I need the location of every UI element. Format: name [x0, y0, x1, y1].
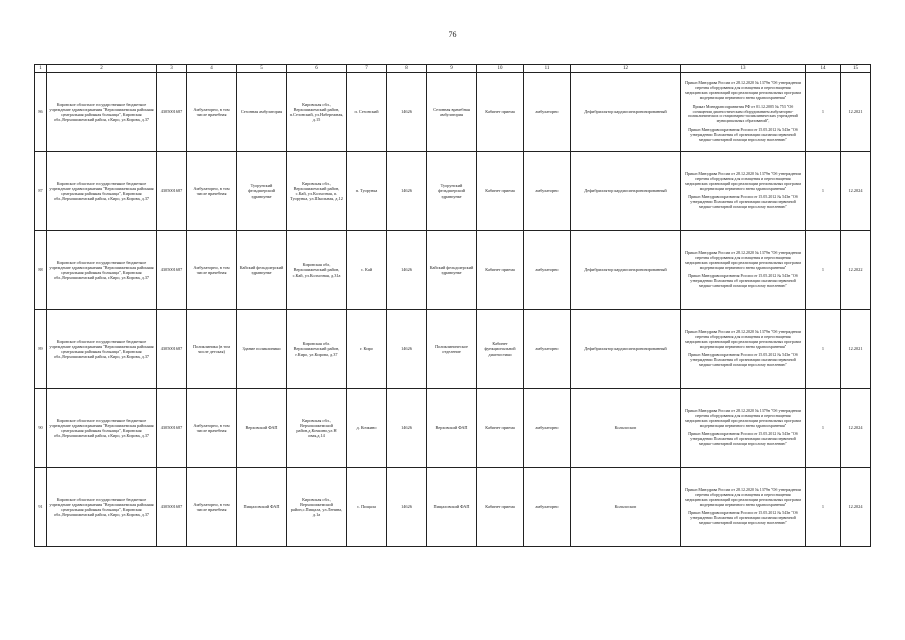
regulation-text: Приказ Минздрава России от 28.12.2020 № 1379н "Об утверждении перечня оборудования для оснащения и переоснащения медицинских организаций при реализации региональных программ модернизации первичного звена здравоохранения": [685, 249, 801, 270]
organization-cell: Кировское областное государственное бюджетное учреждение здравоохранения "Верхошижемская районная центральная районная больница", Кировская обл.,Верхошижемский район, г.Киро, ул.Кирова, д.37: [47, 468, 157, 547]
regulation-cell: [681, 231, 806, 310]
column-header: 7: [347, 65, 387, 73]
department-cell: Пищаловский ФАП: [427, 468, 477, 547]
inn-cell: 4305001687: [157, 231, 187, 310]
organization-cell: Кировское областное государственное бюджетное учреждение здравоохранения "Верхошижемская районная центральная районная больница", Кировская обл.,Верхошижемский район, г.Киро, ул.Кирова, д.37: [47, 310, 157, 389]
regulation-text: Приказ Минздрава России от 28.12.2020 № 1379н "Об утверждении перечня оборудования для оснащения и переоснащения медицинских организаций при реализации региональных программ модернизации первичного звена здравоохранения": [685, 486, 801, 507]
code-cell: 14626: [387, 310, 427, 389]
equipment-cell: Кольпоскоп: [571, 468, 681, 547]
column-header: 15: [841, 65, 871, 73]
organization-cell: Кировское областное государственное бюджетное учреждение здравоохранения "Верхошижемская районная центральная районная больница", Кировская обл.,Верхошижемский район, г.Киро, ул.Кирова, д.37: [47, 152, 157, 231]
row-number: 86: [35, 73, 47, 152]
department-cell: Поликлиническое отделение: [427, 310, 477, 389]
regulation-cell: [681, 152, 806, 231]
regulation-text: Приказ Минздравсоцразвития России от 15.05.2012 № 543н "Об утверждении Положения об организации оказания первичной медико-санитарной помощи взрослому населению": [688, 431, 798, 447]
quantity-cell: 1: [806, 468, 841, 547]
care-type-cell: Поликлиника (в том числе детская): [187, 310, 237, 389]
equipment-cell: Дефибриллятор кардиосинхронизированный: [571, 310, 681, 389]
equipment-cell: Кольпоскоп: [571, 389, 681, 468]
condition-cell: амбулаторно: [524, 468, 571, 547]
inn-cell: 4305001687: [157, 468, 187, 547]
condition-cell: амбулаторно: [524, 231, 571, 310]
address-cell: Кировская обл, Верхошижемский район, с.Кай, ул.Колхозная, д.31а: [287, 231, 347, 310]
address-cell: Кировская обл. Верхошижемский район, г.Киро, ул.Кирова, д.37: [287, 310, 347, 389]
equipment-cell: Дефибриллятор кардиосинхронизированный: [571, 152, 681, 231]
room-cell: Кабинет приема: [477, 468, 524, 547]
inn-cell: 4305001687: [157, 73, 187, 152]
column-header: 4: [187, 65, 237, 73]
condition-cell: амбулаторно: [524, 152, 571, 231]
care-type-cell: Амбулаторно, в том числе врачебная: [187, 231, 237, 310]
column-header: 3: [157, 65, 187, 73]
code-cell: 14626: [387, 231, 427, 310]
quantity-cell: 1: [806, 310, 841, 389]
row-number: 88: [35, 231, 47, 310]
locality-cell: с. Пищала: [347, 468, 387, 547]
condition-cell: амбулаторно: [524, 73, 571, 152]
locality-cell: п. Сезонский: [347, 73, 387, 152]
room-cell: Кабинет приема: [477, 389, 524, 468]
regulation-text: Приказ Минздрава России от 28.12.2020 № 1379н "Об утверждении перечня оборудования для оснащения и переоснащения медицинских организаций при реализации региональных программ модернизации первичного звена здравоохранения": [685, 170, 801, 191]
inn-cell: 4305001687: [157, 389, 187, 468]
room-cell: Кабинет функциональной диагностики: [477, 310, 524, 389]
unit-cell: Здание поликлиники: [237, 310, 287, 389]
organization-cell: Кировское областное государственное бюджетное учреждение здравоохранения "Верхошижемская районная центральная районная больница", Кировская обл.,Верхошижемский район, г.Киро, ул.Кирова, д.37: [47, 389, 157, 468]
regulation-text: Приказ Минздравсоцразвития России от 15.05.2012 № 543н "Об утверждении Положения об организации оказания первичной медико-санитарной помощи взрослому населению": [688, 194, 798, 210]
locality-cell: г. Киро: [347, 310, 387, 389]
unit-cell: Кайский фельдшерский здравпункт: [237, 231, 287, 310]
quantity-cell: 1: [806, 152, 841, 231]
column-header: 12: [571, 65, 681, 73]
date-cell: 12.2021: [841, 310, 871, 389]
date-cell: 12.2021: [841, 73, 871, 152]
code-cell: 14626: [387, 152, 427, 231]
department-cell: Верховский ФАП: [427, 389, 477, 468]
code-cell: 14626: [387, 389, 427, 468]
column-header: 10: [477, 65, 524, 73]
column-header: 1: [35, 65, 47, 73]
department-cell: Сезонная врачебная амбулатория: [427, 73, 477, 152]
column-header: 2: [47, 65, 157, 73]
care-type-cell: Амбулаторно, в том числе врачебная: [187, 73, 237, 152]
unit-cell: Верховский ФАП: [237, 389, 287, 468]
column-header: 13: [681, 65, 806, 73]
regulation-text: Приказ Минздрава России от 28.12.2020 № 1379н "Об утверждении перечня оборудования для оснащения и переоснащения медицинских организаций при реализации региональных программ модернизации первичного звена здравоохранения": [685, 407, 801, 428]
unit-cell: Пищаловский ФАП: [237, 468, 287, 547]
quantity-cell: 1: [806, 231, 841, 310]
column-header: 5: [237, 65, 287, 73]
care-type-cell: Амбулаторно, в том числе врачебная: [187, 468, 237, 547]
locality-cell: д. Кочкино: [347, 389, 387, 468]
row-number: 91: [35, 468, 47, 547]
column-header: 14: [806, 65, 841, 73]
column-number-row: [35, 65, 871, 73]
table-row: [35, 310, 871, 389]
date-cell: 12.2024: [841, 389, 871, 468]
room-cell: Кабинет приема: [477, 152, 524, 231]
equipment-cell: Дефибриллятор кардиосинхронизированный: [571, 73, 681, 152]
code-cell: 14626: [387, 73, 427, 152]
room-cell: Кабинет приема: [477, 231, 524, 310]
department-cell: Кайский фельдшерский здравпункт: [427, 231, 477, 310]
inn-cell: 4305001687: [157, 310, 187, 389]
condition-cell: амбулаторно: [524, 389, 571, 468]
unit-cell: Туорунский фельдшерский здравпункт: [237, 152, 287, 231]
equipment-cell: Дефибриллятор кардиосинхронизированный: [571, 231, 681, 310]
regulation-text: Приказ Минздрава России от 28.12.2020 № 1379н "Об утверждении перечня оборудования для оснащения и переоснащения медицинских организаций при реализации региональных программ модернизации первичного звена здравоохранения": [685, 80, 801, 100]
address-cell: Кировская обл., Верхошижемский район,с.Пищала, ул.Ленина, д.1а: [287, 468, 347, 547]
care-type-cell: Амбулаторно, в том числе врачебная: [187, 152, 237, 231]
date-cell: 12.2024: [841, 152, 871, 231]
table-row: [35, 468, 871, 547]
date-cell: 12.2022: [841, 231, 871, 310]
row-number: 87: [35, 152, 47, 231]
regulation-text: Приказ Минздравсоцразвития России от 15.05.2012 № 543н "Об утверждении Положения об организации оказания первичной медико-санитарной помощи взрослому населению": [688, 352, 798, 368]
quantity-cell: 1: [806, 389, 841, 468]
regulation-cell: [681, 310, 806, 389]
regulation-cell: [681, 73, 806, 152]
organization-cell: Кировское областное государственное бюджетное учреждение здравоохранения "Верхошижемская районная центральная районная больница", Кировская обл.,Верхошижемский район, г.Киро, ул.Кирова, д.37: [47, 73, 157, 152]
department-cell: Туорунский фельдшерский здравпункт: [427, 152, 477, 231]
page-number: 76: [448, 30, 457, 39]
table-row: [35, 73, 871, 152]
table-row: [35, 231, 871, 310]
regulation-text: Приказ Минздравсоцразвития России от 15.05.2012 № 543н "Об утверждении Положения об организации оказания первичной медико-санитарной помощи взрослому населению": [688, 127, 798, 143]
organization-cell: Кировское областное государственное бюджетное учреждение здравоохранения "Верхошижемская районная центральная районная больница", Кировская обл.,Верхошижемский район, г.Киро, ул.Кирова, д.37: [47, 231, 157, 310]
regulation-text: Приказ Минздравсоцразвития России от 15.05.2012 № 543н "Об утверждении Положения об организации оказания первичной медико-санитарной помощи взрослому населению": [688, 510, 798, 526]
regulation-text: Приказ Минздрава России от 28.12.2020 № 1379н "Об утверждении перечня оборудования для оснащения и переоснащения медицинских организаций при реализации региональных программ модернизации первичного звена здравоохранения": [685, 328, 801, 349]
table-row: [35, 389, 871, 468]
date-cell: 12.2024: [841, 468, 871, 547]
unit-cell: Сезонная амбулатория: [237, 73, 287, 152]
locality-cell: с. Кай: [347, 231, 387, 310]
regulation-cell: [681, 389, 806, 468]
column-header: 8: [387, 65, 427, 73]
regulation-text: Приказ Минздравсоцразвития России от 15.05.2012 № 543н "Об утверждении Положения об организации оказания первичной медико-санитарной помощи взрослому населению": [688, 273, 798, 289]
row-number: 89: [35, 310, 47, 389]
care-type-cell: Амбулаторно, в том числе врачебная: [187, 389, 237, 468]
address-cell: Кировская обл., Верхошижемский район, п.Сезонский, ул.Набережная, д.15: [287, 73, 347, 152]
condition-cell: амбулаторно: [524, 310, 571, 389]
equipment-register-table: [34, 64, 871, 547]
code-cell: 14626: [387, 468, 427, 547]
row-number: 90: [35, 389, 47, 468]
column-header: 9: [427, 65, 477, 73]
inn-cell: 4305001687: [157, 152, 187, 231]
address-cell: Кировская обл., Верхошижемский район, с.Кай, ул.Колхозная, п. Туорунка, ул.Школьная, д.12: [287, 152, 347, 231]
address-cell: Кировская обл., Верхошижемский район,д.Кочкино,ул.Н овая,д.14: [287, 389, 347, 468]
regulation-cell: [681, 468, 806, 547]
regulation-text: Приказ Минздравсоцразвития РФ от 01.12.2005 № 753 "Об оснащении диагностическим оборудованием амбулаторно-поликлинических и стационарно-поликлинических учреждений муниципальных образований",: [688, 103, 798, 124]
table-row: [35, 152, 871, 231]
column-header: 6: [287, 65, 347, 73]
quantity-cell: 1: [806, 73, 841, 152]
column-header: 11: [524, 65, 571, 73]
room-cell: Кабинет приема: [477, 73, 524, 152]
locality-cell: п. Туорунка: [347, 152, 387, 231]
